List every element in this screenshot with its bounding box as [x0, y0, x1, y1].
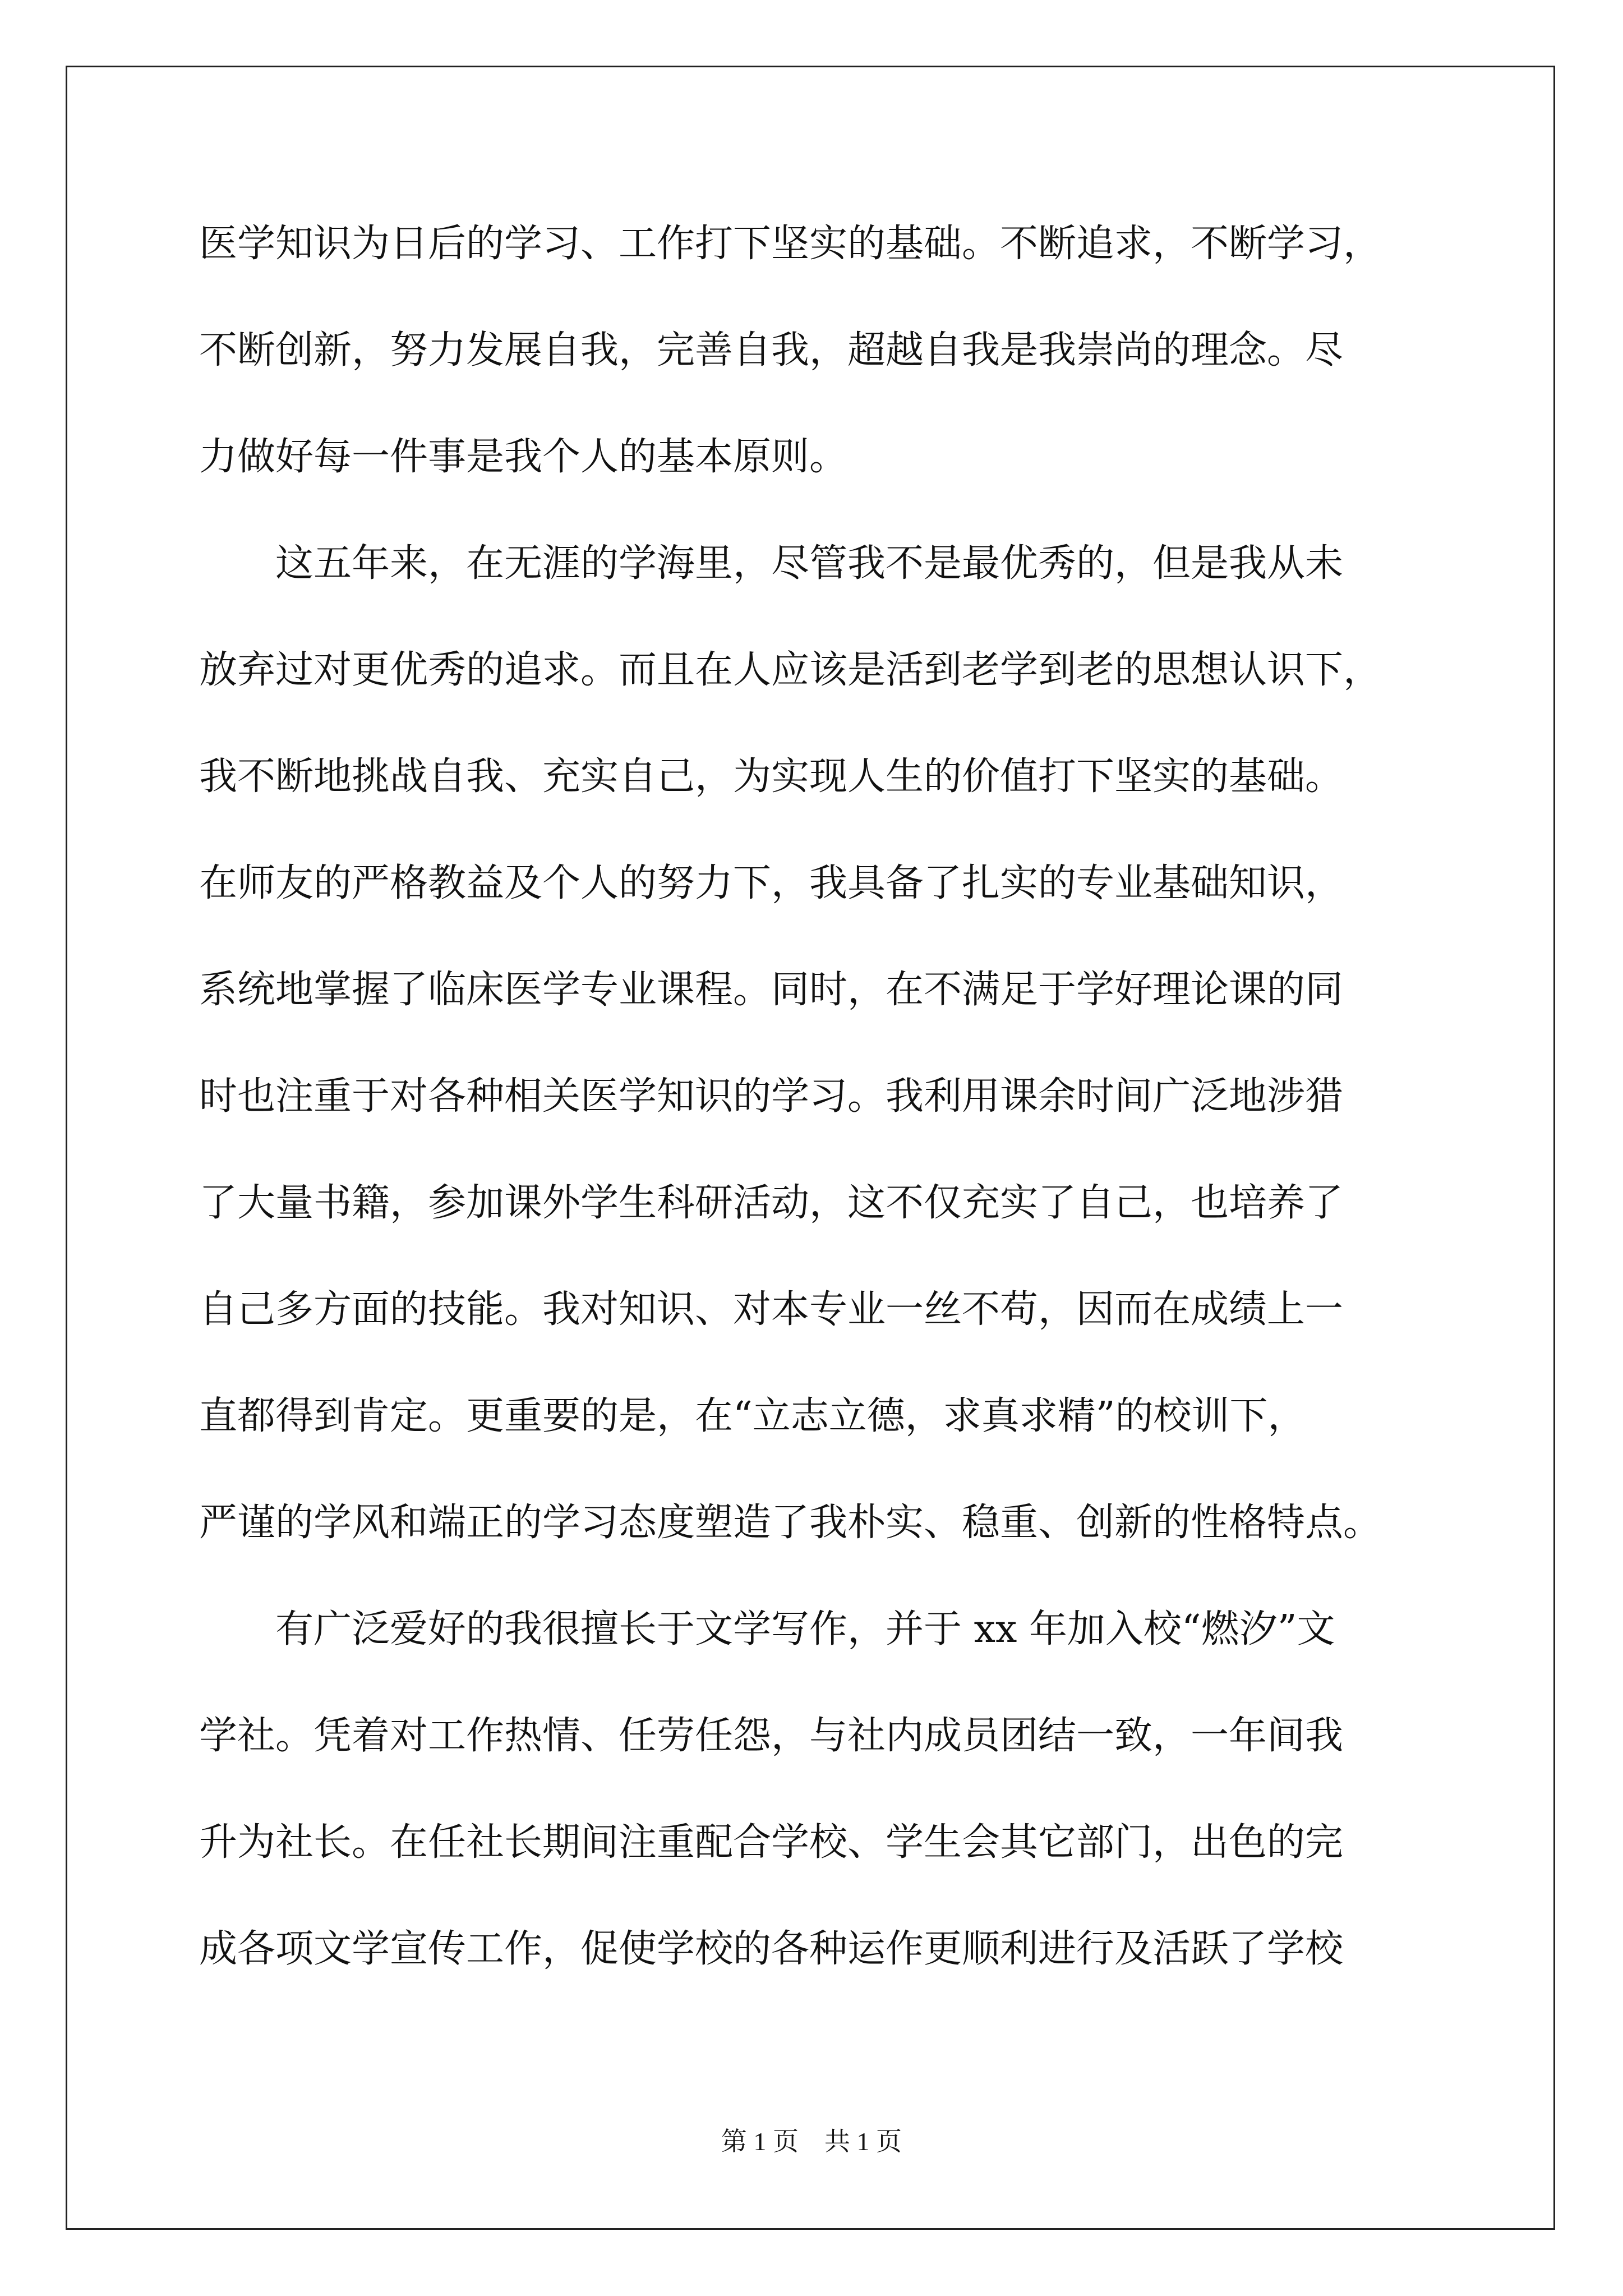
text-line: 成各项文学宣传工作，促使学校的各种运作更顺利进行及活跃了学校	[199, 1927, 1344, 1971]
text-line: 不断创新，努力发展自我，完善自我，超越自我是我崇尚的理念。尽	[199, 328, 1344, 372]
text-line: 系统地掌握了临床医学专业课程。同时，在不满足于学好理论课的同	[199, 968, 1344, 1012]
text-line: 严谨的学风和端正的学习态度塑造了我朴实、稳重、创新的性格特点。	[199, 1501, 1382, 1545]
page-footer: 第 1 页 共 1 页	[721, 2127, 902, 2156]
text-line: 直都得到肯定。更重要的是，在“立志立德，求真求精”的校训下，	[199, 1394, 1306, 1438]
text-line: 放弃过对更优秀的追求。而且在人应该是活到老学到老的思想认识下，	[199, 648, 1382, 692]
text-line: 学社。凭着对工作热情、任劳任怨，与社内成员团结一致，一年间我	[199, 1714, 1344, 1758]
text-line: 自己多方面的技能。我对知识、对本专业一丝不苟，因而在成绩上一	[199, 1287, 1344, 1332]
text-line: 医学知识为日后的学习、工作打下坚实的基础。不断追求，不断学习，	[199, 222, 1382, 266]
text-line: 了大量书籍，参加课外学生科研活动，这不仅充实了自己，也培养了	[199, 1181, 1344, 1225]
text-line: 这五年来，在无涯的学海里，尽管我不是最优秀的，但是我从未	[199, 541, 1344, 586]
text-line: 升为社长。在任社长期间注重配合学校、学生会其它部门，出色的完	[199, 1820, 1344, 1865]
text-line: 时也注重于对各种相关医学知识的学习。我利用课余时间广泛地涉猎	[199, 1074, 1344, 1119]
text-line: 我不断地挑战自我、充实自己，为实现人生的价值打下坚实的基础。	[199, 754, 1344, 799]
text-line: 有广泛爱好的我很擅长于文学写作，并于 xx 年加入校“燃汐”文	[199, 1607, 1335, 1651]
text-line: 在师友的严格教益及个人的努力下，我具备了扎实的专业基础知识，	[199, 861, 1344, 905]
text-line: 力做好每一件事是我个人的基本原则。	[199, 435, 848, 479]
page-border	[66, 66, 1555, 2230]
